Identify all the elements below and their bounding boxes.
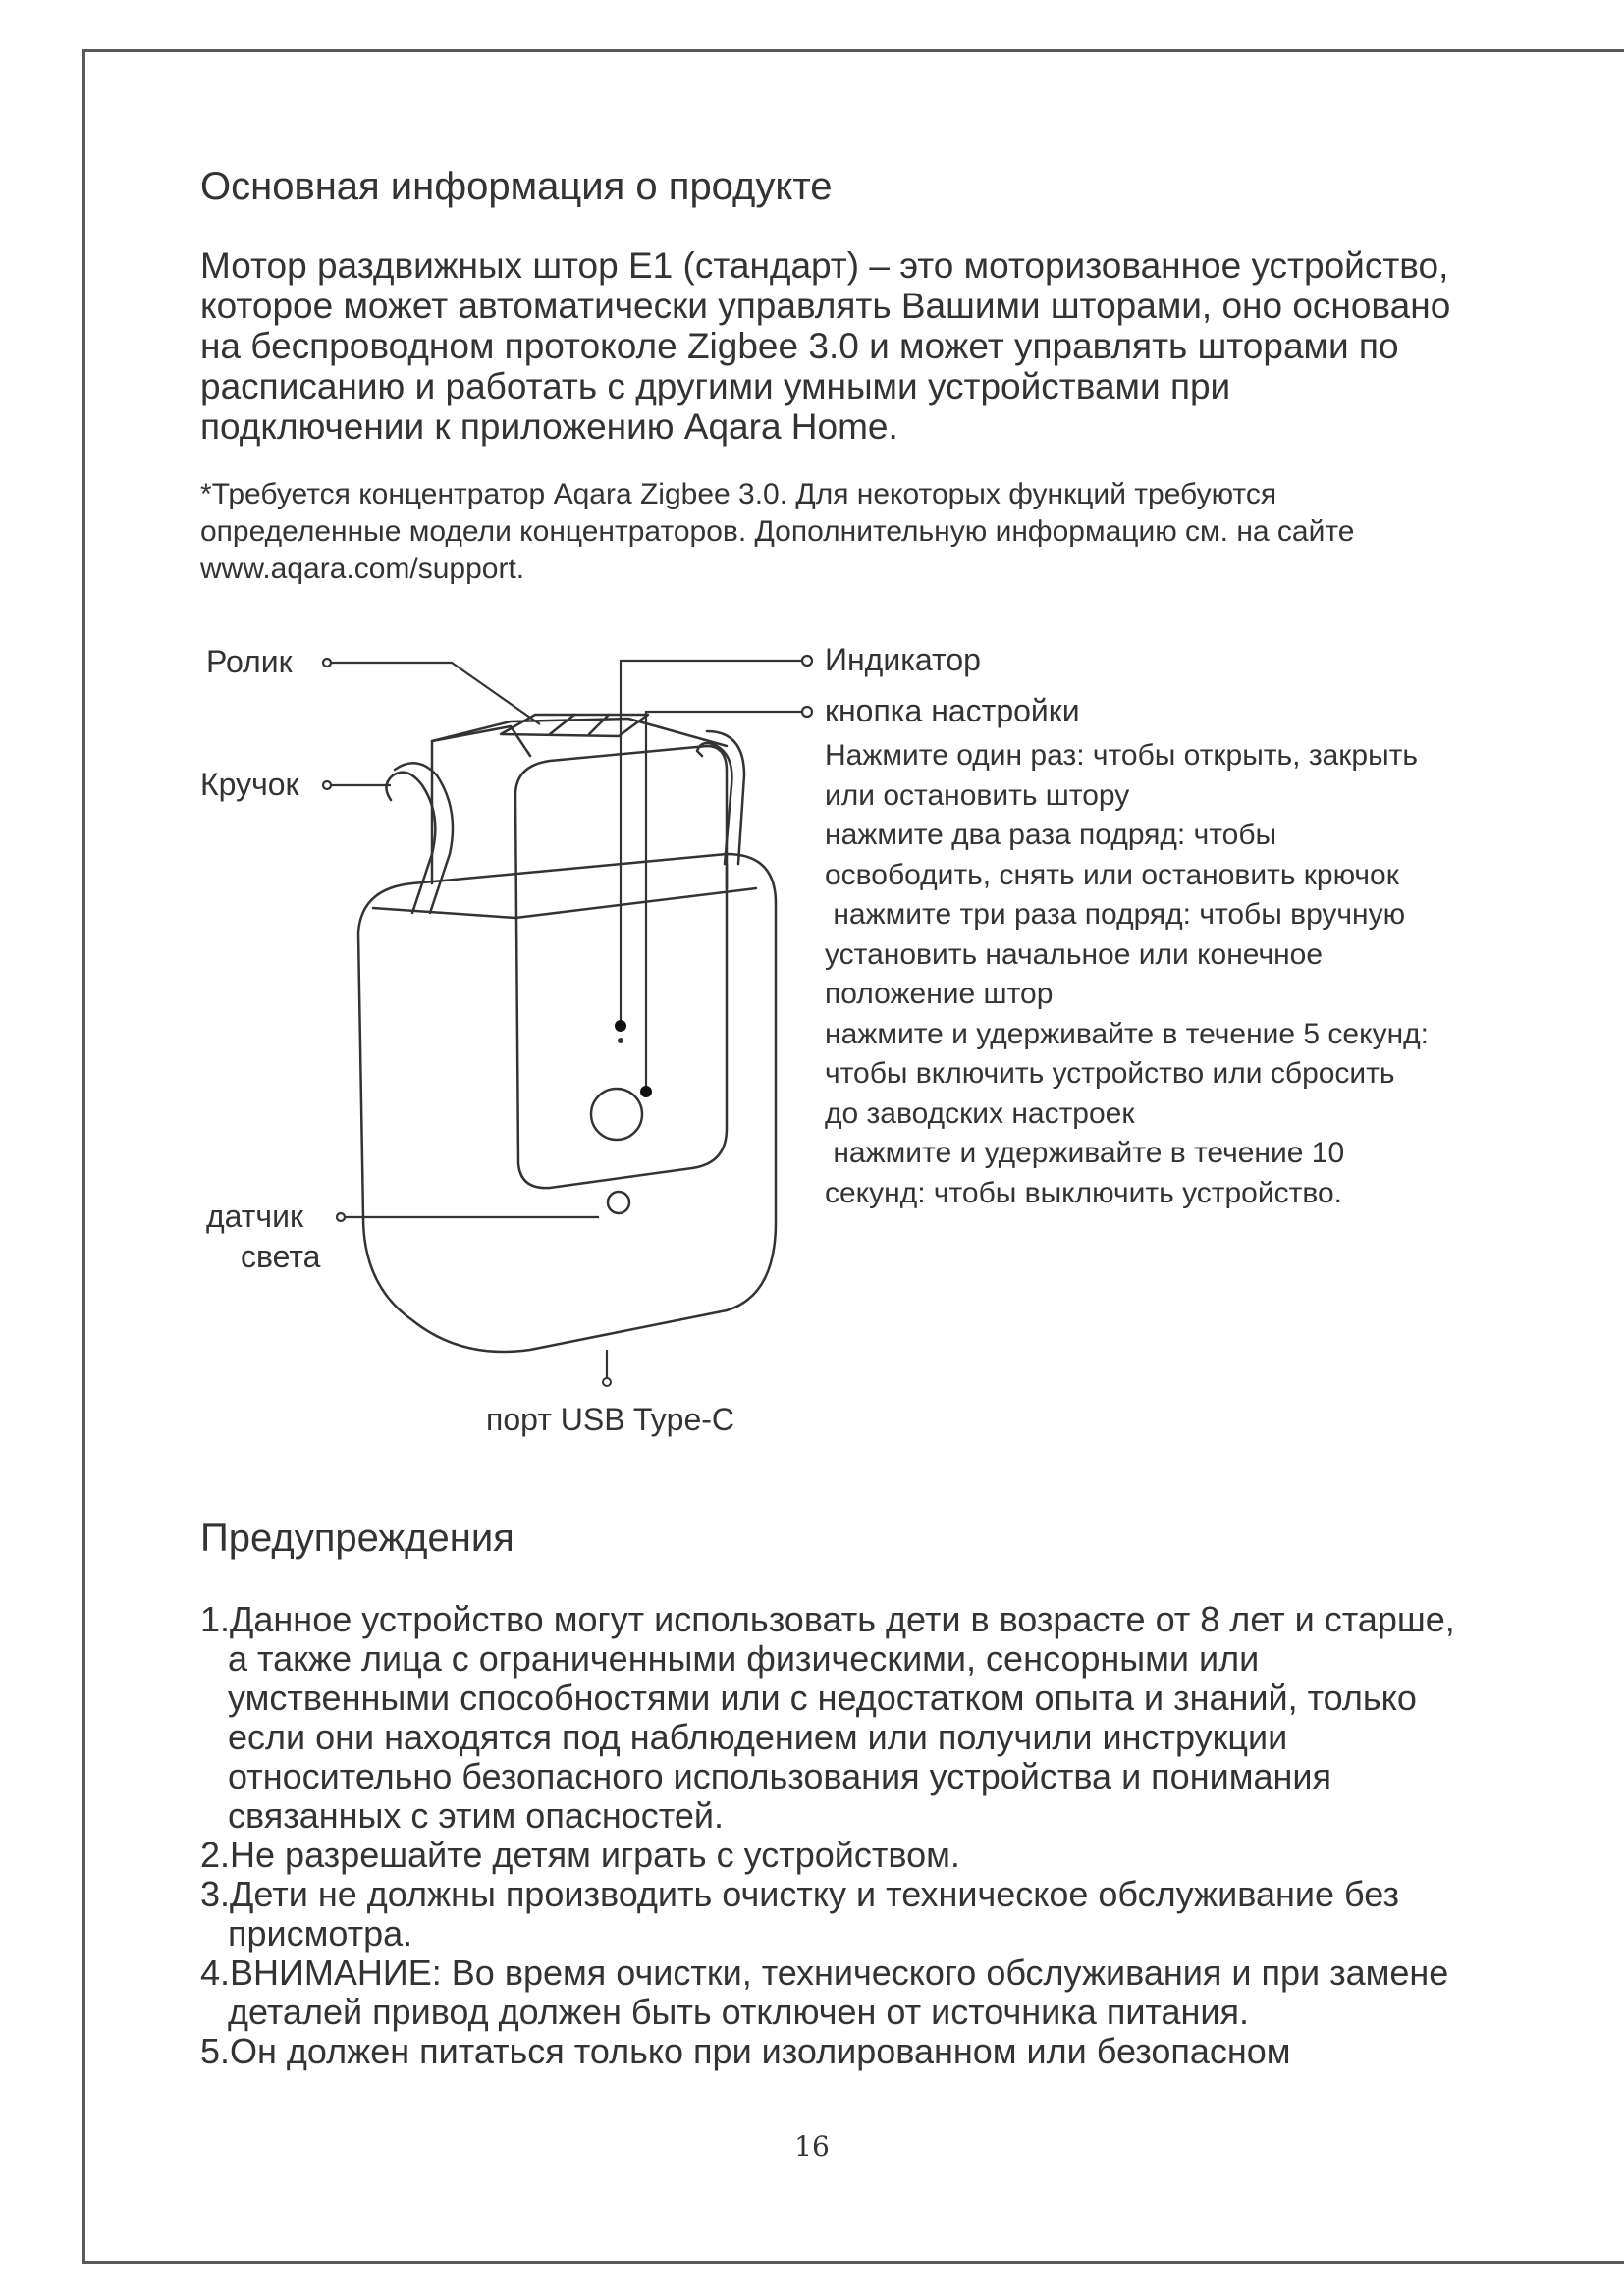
warnings-list (200, 1600, 1477, 2071)
device-body (358, 854, 776, 1352)
label-indicator: Индикатор (825, 642, 981, 677)
label-roller: Ролик (206, 644, 293, 679)
page-number: 16 (794, 2130, 830, 2163)
settings-button (591, 1089, 642, 1140)
warnings-heading: Предупреждения (200, 1517, 514, 1560)
label-light-sensor-2: света (241, 1239, 321, 1274)
warning-item: 2.Не разрешайте детям играть с устройством. (200, 1835, 960, 1875)
label-settings-button: кнопка настройки (825, 693, 1080, 728)
warning-item: 4.ВНИМАНИЕ: Во время очистки, технического обслуживания и при замене деталей привод должен быть отключен от источника питания. (200, 1952, 1449, 2032)
hub-requirement-note: *Требуется концентратор Aqara Zigbee 3.0. Для некоторых функций требуются определенные модели концентраторов. Дополнительную информацию см. на сайте www.aqara.com/support. (200, 478, 1355, 585)
product-info-heading: Основная информация о продукте (200, 165, 833, 208)
instruction-single-press: Нажмите один раз: чтобы открыть, закрыть или остановить штору (825, 739, 1419, 812)
product-description: Мотор раздвижных штор E1 (стандарт) – это моторизованное устройство, которое может автоматически управлять Вашими шторами, оно основано на беспроводном протоколе Zigbee 3.0 и может управлять шторами по расписанию и работать с другими умными устройствами при подключении к приложению Aqara Home. (200, 245, 1451, 447)
label-light-sensor-1: датчик (206, 1199, 303, 1234)
instruction-double-press: нажмите два раза подряд: чтобы освободить, снять или остановить крючок (825, 819, 1399, 891)
hook-left (386, 773, 435, 913)
light-sensor (608, 1192, 629, 1213)
instruction-hold-5s: нажмите и удерживайте в течение 5 секунд: чтобы включить устройство или сбросить до заводских настроек (825, 1017, 1429, 1130)
warning-item: 1.Данное устройство могут использовать дети в возрасте от 8 лет и старше, а также лица с ограниченными физическими, сенсорными или умственными способностями или с недостатком опыта и знаний, только если они находятся под наблюдением или получили инструкции относительно безопасного использования устройства и понимания связанных с этим опасностей. (200, 1599, 1455, 1836)
indicator-light (618, 1038, 623, 1043)
button-instructions (825, 736, 1434, 1213)
instruction-triple-press: нажмите три раза подряд: чтобы вручную установить начальное или конечное положение штор (825, 898, 1414, 1010)
instruction-hold-10s: нажмите и удерживайте в течение 10 секунд: чтобы выключить устройство. (825, 1137, 1353, 1209)
label-usb-port: порт USB Type-C (486, 1402, 735, 1437)
label-hook: Кручок (200, 767, 299, 802)
warning-item: 5.Он должен питаться только при изолированном или безопасном (200, 2031, 1291, 2071)
warning-item: 3.Дети не должны производить очистку и техническое обслуживание без присмотра. (200, 1874, 1399, 1953)
